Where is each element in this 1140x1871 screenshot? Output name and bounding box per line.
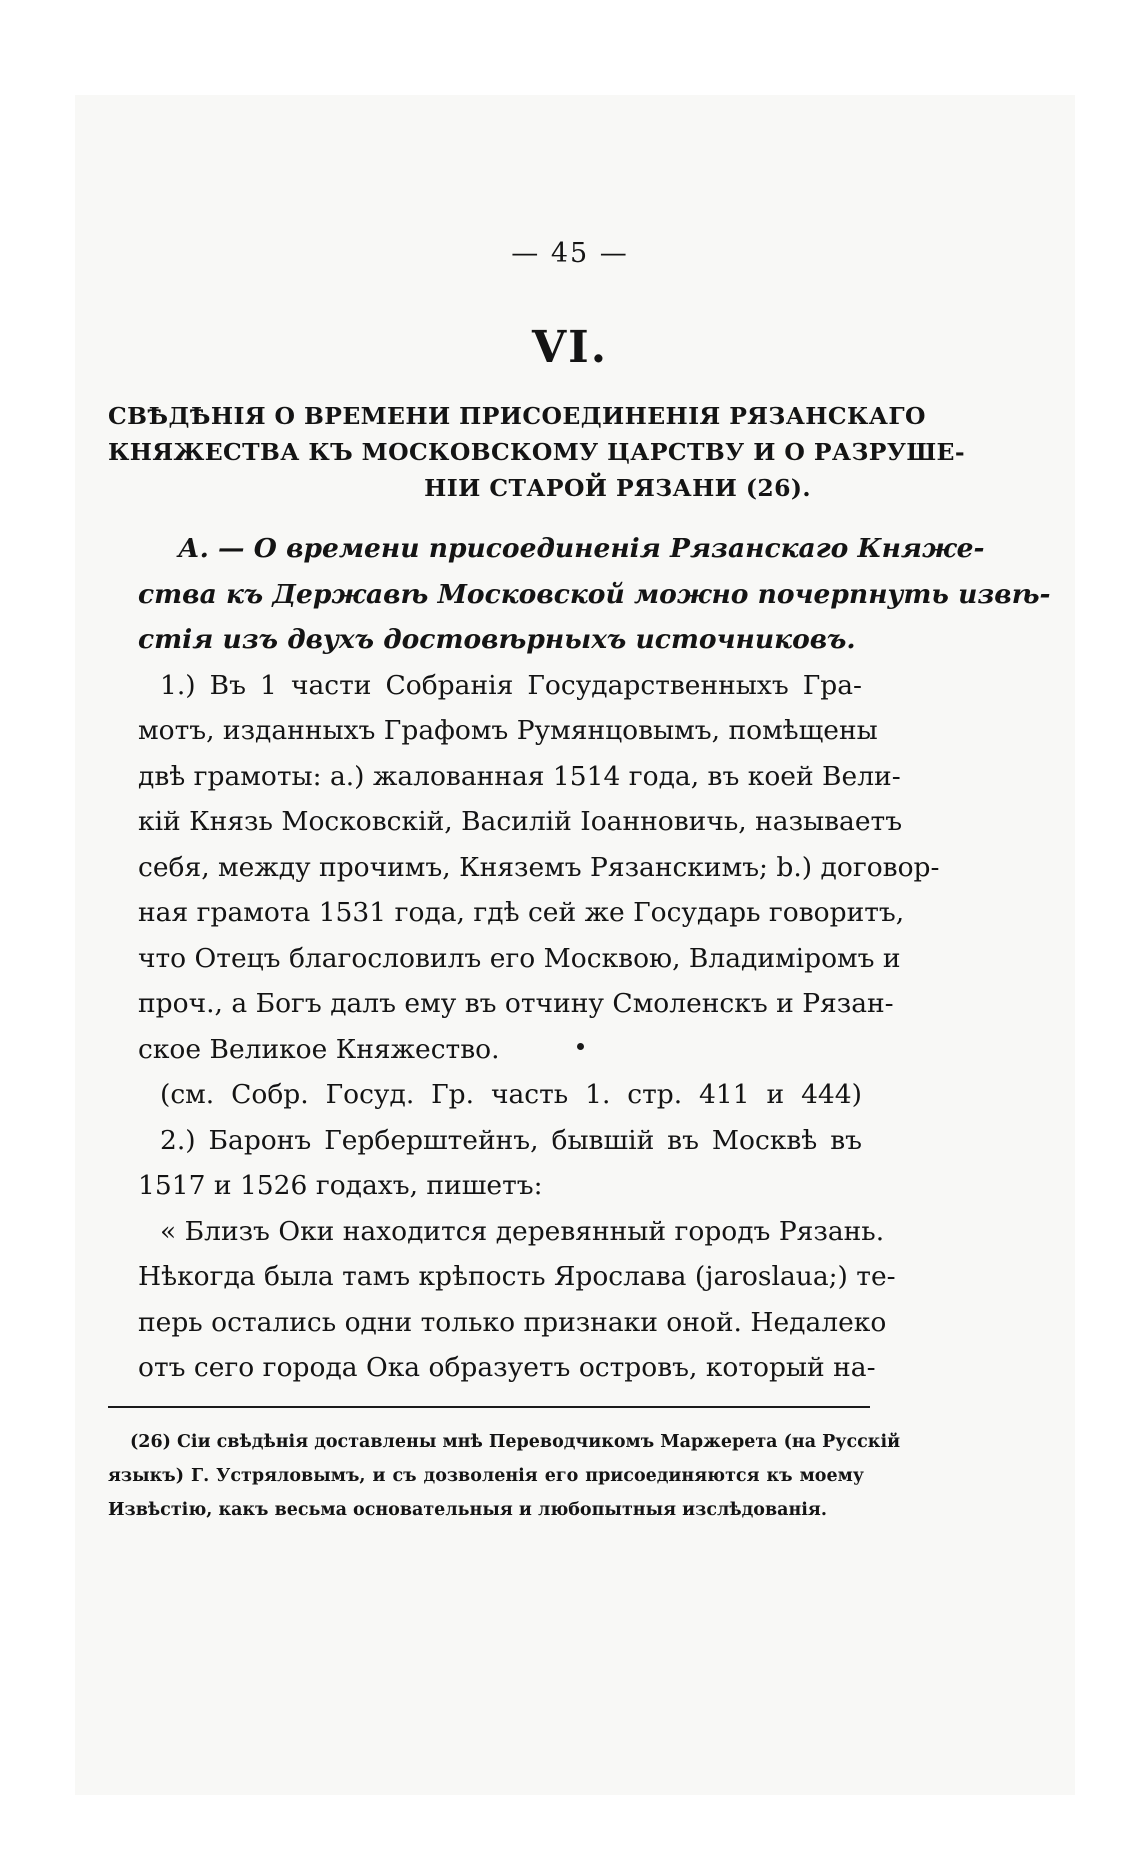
section-a-line: стія изъ двухъ достовѣрныхъ источниковъ. [138, 624, 856, 655]
section-a-line: ства къ Державѣ Московской можно почерпнуть извѣ- [138, 578, 1051, 610]
quote-line: отъ сего города Ока образуетъ островъ, который на- [138, 1352, 876, 1383]
section-a-line: А. — О времени присоединенія Рязанскаго Княже- [178, 533, 985, 564]
paragraph-1-line: мотъ, изданныхъ Графомъ Румянцовымъ, помѣщены [138, 715, 878, 746]
footnote-line: языкъ) Г. Устряловымъ, и съ дозволенія его присоединяются къ моему [108, 1466, 864, 1486]
stray-dot-mark [577, 1043, 584, 1050]
quote-line: « Близъ Оки находится деревянный городъ Рязань. [160, 1215, 885, 1247]
title-line: КНЯЖЕСТВА КЪ МОСКОВСКОМУ ЦАРСТВУ И О РАЗРУШЕ- [108, 438, 966, 466]
footnote [108, 1425, 901, 1527]
paragraph-1-line: 1.) Въ 1 части Собранія Государственныхъ Гра- [160, 669, 862, 701]
paragraph-1-line: кій Князь Московскій, Василій Іоанновичь, называетъ [138, 806, 903, 837]
paragraph-2-line: 1517 и 1526 годахъ, пишетъ: [138, 1170, 543, 1201]
footnote-rule [108, 1406, 870, 1408]
section-title [108, 398, 966, 506]
title-line: СВѢДѢНІЯ О ВРЕМЕНИ ПРИСОЕДИНЕНІЯ РЯЗАНСКАГО [108, 402, 926, 430]
paragraph-1-line: ское Великое Княжество. [138, 1033, 500, 1065]
quote-line: Нѣкогда была тамъ крѣпость Ярослава (jaroslaua;) те- [138, 1261, 896, 1292]
paragraph-1-reference: (см. Собр. Госуд. Гр. часть 1. стр. 411 и 444) [160, 1079, 862, 1110]
footnote-line: Извѣстію, какъ весьма основательныя и любопытныя изслѣдованія. [108, 1500, 827, 1520]
paragraph-1-line: двѣ грамоты: а.) жалованная 1514 года, въ коей Вели- [138, 760, 901, 792]
paragraph-1-line: ная грамота 1531 года, гдѣ сей же Государь говоритъ, [138, 897, 905, 928]
page-number: — 45 — [511, 238, 629, 269]
footnote-line: (26) Сіи свѣдѣнія доставлены мнѣ Переводчикомъ Маржерета (на Русскій [130, 1432, 901, 1452]
quote-line: перь остались одни только признаки оной. Недалеко [138, 1306, 887, 1338]
paragraph-1-line: проч., а Богъ далъ ему въ отчину Смоленскъ и Рязан- [138, 988, 894, 1019]
body-text [138, 526, 1051, 1391]
section-numeral: VI. [531, 322, 609, 373]
paragraph-2-line: 2.) Баронъ Герберштейнъ, бывшій въ Москвѣ въ [160, 1124, 862, 1156]
title-line: НІИ СТАРОЙ РЯЗАНИ (26). [424, 474, 811, 502]
paragraph-1-line: что Отецъ благословилъ его Москвою, Владиміромъ и [138, 942, 901, 974]
paragraph-1-line: себя, между прочимъ, Княземъ Рязанскимъ; b.) договор- [138, 851, 940, 883]
